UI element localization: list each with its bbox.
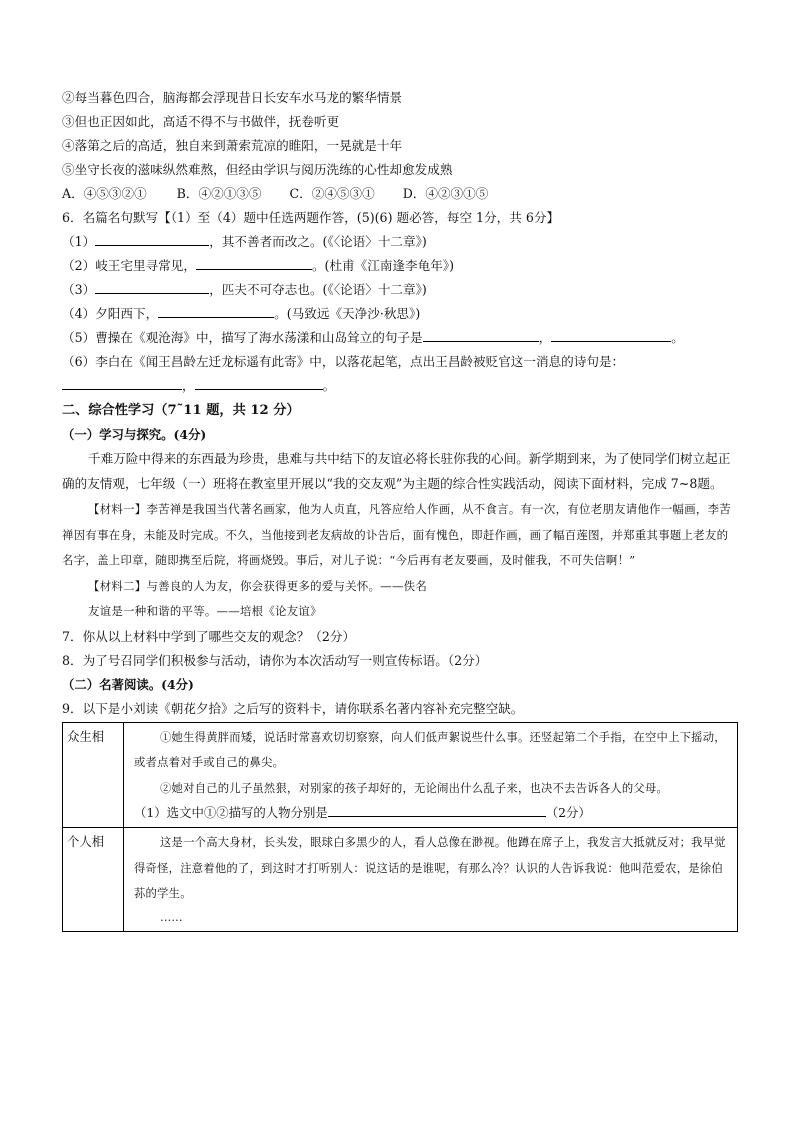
passage-2: ②她对自己的儿子虽然狠，对别家的孩子却好的，无论闹出什么乱子来，也决不去告诉各人的父母。 bbox=[160, 781, 669, 795]
answer-blank[interactable] bbox=[423, 328, 539, 342]
section-2-title: 二、综合性学习（7˜11 题，共 12 分） bbox=[62, 403, 300, 418]
material-3: 友谊是一种和谐的平等。——培根《论友谊》 bbox=[88, 604, 322, 618]
sentence-2: ②每当暮色四合，脑海都会浮现昔日长安车水马龙的繁华情景 bbox=[62, 90, 403, 105]
option-c[interactable]: C．②④⑤③① bbox=[289, 186, 375, 201]
sentence-5: ⑤坐守长夜的滋味纵然难熬，但经由学识与阅历洗练的心性却愈发成熟 bbox=[62, 162, 453, 177]
q6-item-4: （4）夕阳西下， 。(马致远《天净沙·秋思》) bbox=[62, 306, 421, 321]
q8: 8．为了号召同学们积极参与活动，请你为本次活动写一则宣传标语。（2分） bbox=[62, 652, 488, 668]
sentence-4: ④落第之后的高适，独自来到萧索荒凉的睢阳，一晃就是十年 bbox=[62, 138, 403, 153]
answer-blank[interactable] bbox=[158, 304, 274, 318]
option-d[interactable]: D．④②③①⑤ bbox=[402, 186, 489, 201]
q6-item-6: （6）李白在《闻王昌龄左迁龙标遥有此寄》中，以落花起笔，点出王昌龄被贬官这一消息的诗句是： bbox=[62, 354, 625, 369]
passage-1: ①她生得黄胖而矮，说话时常喜欢切切察察，向人们低声絮说些什么事。还竖起第二个手指，在空中上下摇动，或者点着对手或自己的鼻尖。 bbox=[134, 730, 726, 770]
answer-blank[interactable] bbox=[196, 256, 312, 270]
card-row-personal bbox=[63, 828, 738, 932]
answer-blank[interactable] bbox=[62, 376, 182, 390]
q6-item-3: （3） ，匹夫不可夺志也。(《〈论语〉十二章》) bbox=[62, 282, 427, 297]
card-row-characters bbox=[63, 722, 738, 828]
sentence-3: ③但也正因如此，高适不得不与书做伴，抚卷听更 bbox=[62, 114, 340, 129]
answer-blank[interactable] bbox=[328, 803, 546, 817]
intro-paragraph: 千难万险中得来的东西最为珍贵，患难与共中结下的友谊必将长驻你我的心间。新学期到来，为了使同学们树立起正确的友情观，七年级（一）班将在教室里开展以“我的交友观”为主题的综合性实践活动，阅读下面材料，完成 7~8题。 bbox=[62, 451, 731, 491]
q6-item-5: （5）曹操在《观沧海》中，描写了海水荡漾和山岛耸立的句子是 ， 。 bbox=[62, 330, 684, 345]
row-label-personal: 个人相 bbox=[63, 828, 124, 932]
exam-page bbox=[62, 86, 738, 932]
material-1: 【材料一】李苦禅是我国当代著名画家，他为人贞直，凡答应给人作画，从不食言。有一次，有位老朋友请他作一幅画，李苦禅因有事在身，未能及时完成。不久，当他接到老友病故的讣告后，面有愧色，即赶作画，画了幅百莲图，并郑重其事题上老友的名字，盖上印章，随即携至后院，将画烧毁。事后，对儿子说：“今后再有老友要画，及时催我，不可失信啊！” bbox=[62, 502, 731, 567]
q7: 7．你从以上材料中学到了哪些交友的观念？（2分） bbox=[62, 628, 356, 644]
answer-options bbox=[62, 182, 738, 206]
row-label-characters: 众生相 bbox=[63, 722, 124, 828]
material-2: 【材料二】与善良的人为友，你会获得更多的爱与关怀。——佚名 bbox=[88, 578, 428, 593]
q6-item-6-blanks: ， 。 bbox=[62, 374, 738, 398]
q9: 9．以下是小刘读《朝花夕拾》之后写的资料卡，请你联系名著内容补充完整空缺。 bbox=[62, 700, 524, 716]
q6-item-1: （1） ，其不善者而改之。(《〈论语〉十二章》) bbox=[62, 234, 427, 249]
passage-3: 这是一个高大身材，长头发，眼球白多黑少的人，看人总像在渺视。他蹲在席子上，我发言大抵就反对；我早觉得奇怪，注意着他的了，到这时才打听别人：说这话的是谁呢，有那么冷？认识的人告诉我说：他叫范爱农，是徐伯荪的学生。 bbox=[134, 836, 726, 901]
answer-blank[interactable] bbox=[551, 328, 671, 342]
option-a[interactable]: A．④⑤③②① bbox=[62, 186, 147, 201]
q6-item-2: （2）岐王宅里寻常见， 。(杜甫《江南逢李龟年》) bbox=[62, 258, 455, 273]
q6-title: 6．名篇名句默写【（1）至（4）题中任选两题作答，(5)(6) 题必答，每空 1分，共 6分】 bbox=[62, 210, 560, 225]
part-1-title: （一）学习与探究。(4分) bbox=[62, 427, 207, 442]
card-question: （1）选文中①②描写的人物分别是 （2分） bbox=[134, 805, 591, 821]
answer-blank[interactable] bbox=[95, 232, 209, 246]
answer-blank[interactable] bbox=[195, 376, 323, 390]
info-card-table bbox=[62, 722, 738, 933]
option-b[interactable]: B．④②①③⑤ bbox=[176, 186, 262, 201]
part-2-title: （二）名著阅读。(4分) bbox=[62, 676, 194, 692]
ellipsis: …… bbox=[160, 911, 183, 925]
answer-blank[interactable] bbox=[95, 280, 209, 294]
